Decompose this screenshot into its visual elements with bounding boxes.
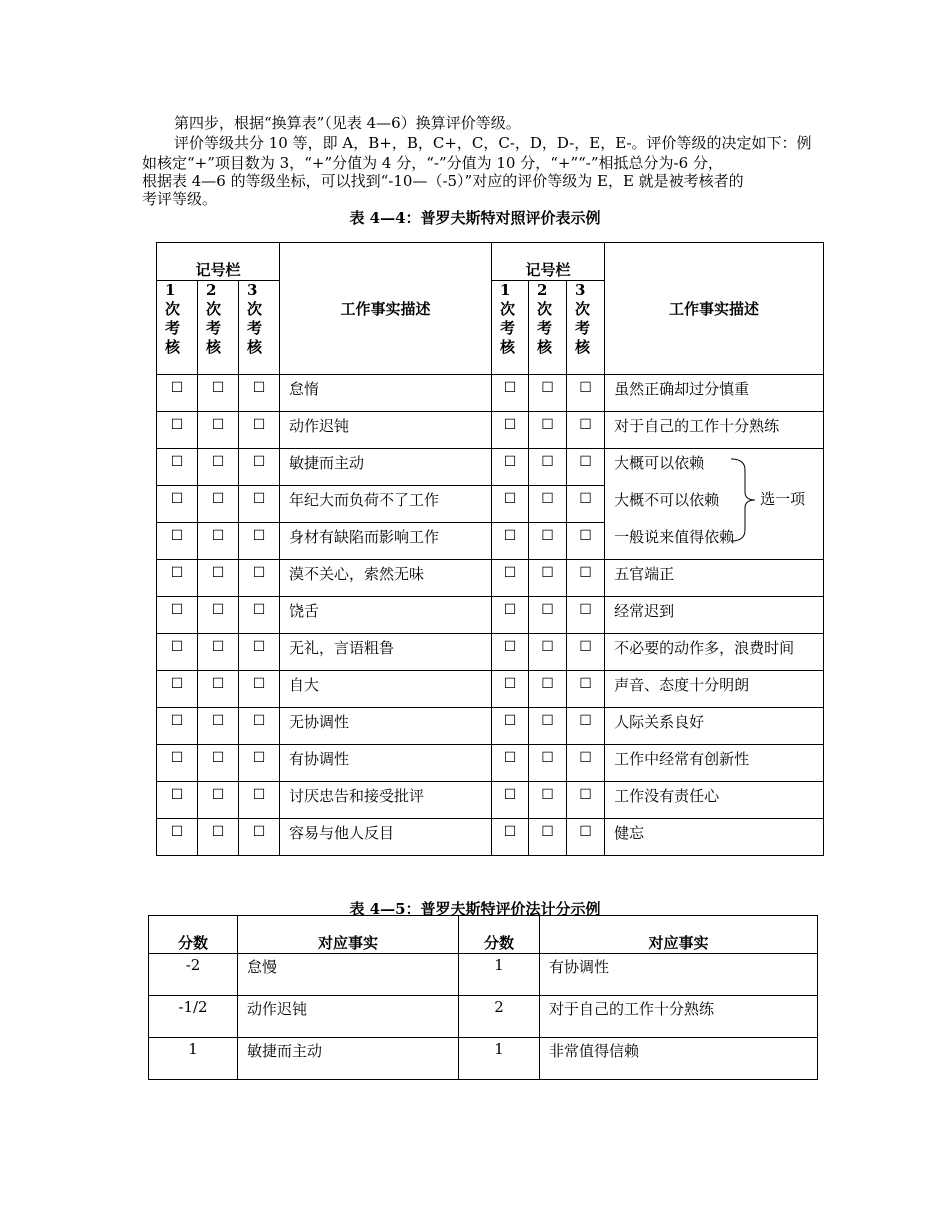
review-checkbox[interactable]: ☐ <box>157 375 198 412</box>
fact-description: 工作中经常有创新性 <box>605 745 824 782</box>
review-checkbox[interactable]: ☐ <box>239 745 280 782</box>
review-checkbox[interactable]: ☐ <box>567 486 605 523</box>
table-row <box>157 412 824 449</box>
fact-description: 工作没有责任心 <box>605 782 824 819</box>
col-header-2nd-left: 2 次 考 核 <box>198 281 239 375</box>
review-checkbox[interactable]: ☐ <box>492 819 529 856</box>
fact-description: 漠不关心，索然无味 <box>280 560 492 597</box>
intro-line-1: 第四步，根据“换算表”（见表 4—6）换算评价等级。 <box>174 114 521 132</box>
review-checkbox[interactable]: ☐ <box>492 523 529 560</box>
review-checkbox[interactable]: ☐ <box>567 523 605 560</box>
review-checkbox[interactable]: ☐ <box>157 708 198 745</box>
fact-description: 讨厌忠告和接受批评 <box>280 782 492 819</box>
review-checkbox[interactable]: ☐ <box>239 819 280 856</box>
fact-description: 无协调性 <box>280 708 492 745</box>
review-checkbox[interactable]: ☐ <box>198 486 239 523</box>
fact-description: 动作迟钝 <box>280 412 492 449</box>
review-checkbox[interactable]: ☐ <box>567 449 605 486</box>
intro-line-5: 考评等级。 <box>142 190 218 208</box>
intro-line-4: 根据表 4—6 的等级坐标，可以找到“-10—（-5）”对应的评价等级为 E，E 就是被考核者的 <box>142 172 744 190</box>
review-checkbox[interactable]: ☐ <box>239 560 280 597</box>
table-row <box>157 597 824 634</box>
fact-description: 无礼，言语粗鲁 <box>280 634 492 671</box>
review-checkbox[interactable]: ☐ <box>529 819 567 856</box>
review-checkbox[interactable]: ☐ <box>492 782 529 819</box>
review-checkbox[interactable]: ☐ <box>529 523 567 560</box>
review-checkbox[interactable]: ☐ <box>198 745 239 782</box>
fact-cell: 动作迟钝 <box>238 996 459 1038</box>
table-row <box>149 1038 818 1080</box>
review-checkbox[interactable]: ☐ <box>567 671 605 708</box>
fact-description: 虽然正确却过分慎重 <box>605 375 824 412</box>
fact-description: 身材有缺陷而影响工作 <box>280 523 492 560</box>
fact-description: 人际关系良好 <box>605 708 824 745</box>
fact-description: 自大 <box>280 671 492 708</box>
review-checkbox[interactable]: ☐ <box>157 597 198 634</box>
review-checkbox[interactable]: ☐ <box>529 671 567 708</box>
table-row <box>157 782 824 819</box>
review-checkbox[interactable]: ☐ <box>157 486 198 523</box>
table-row <box>149 954 818 996</box>
record-header-left: 记号栏 <box>157 243 280 281</box>
fact-description: 大概不可以依赖 <box>614 491 720 509</box>
fact-cell: 敏捷而主动 <box>238 1038 459 1080</box>
review-checkbox[interactable]: ☐ <box>198 449 239 486</box>
table-4-4-caption: 表 4—4：普罗夫斯特对照评价表示例 <box>349 209 601 227</box>
intro-line-2: 评价等级共分 10 等，即 A，B+，B，C+，C，C-，D，D-，E，E-。评价等级的决定如下：例 <box>174 134 812 152</box>
review-checkbox[interactable]: ☐ <box>157 671 198 708</box>
review-checkbox[interactable]: ☐ <box>198 782 239 819</box>
fact-description: 怠惰 <box>280 375 492 412</box>
score-cell: -1/2 <box>149 996 238 1038</box>
score-cell: 1 <box>149 1038 238 1080</box>
choose-one-label: 选一项 <box>760 490 806 508</box>
fact-description: 经常迟到 <box>605 597 824 634</box>
record-header-right: 记号栏 <box>492 243 605 281</box>
table-row <box>157 745 824 782</box>
choose-one-group <box>605 449 824 560</box>
review-checkbox[interactable]: ☐ <box>239 782 280 819</box>
review-checkbox[interactable]: ☐ <box>198 634 239 671</box>
review-checkbox[interactable]: ☐ <box>567 412 605 449</box>
review-checkbox[interactable]: ☐ <box>567 745 605 782</box>
table-row <box>149 996 818 1038</box>
fact-description: 敏捷而主动 <box>280 449 492 486</box>
table-row <box>157 375 824 412</box>
score-cell: 1 <box>459 1038 540 1080</box>
score-cell: 1 <box>459 954 540 996</box>
review-checkbox[interactable]: ☐ <box>198 671 239 708</box>
right-brace-icon <box>729 458 757 542</box>
review-checkbox[interactable]: ☐ <box>529 782 567 819</box>
fact-description: 一般说来值得依赖 <box>614 528 735 546</box>
fact-header-right: 对应事实 <box>540 916 818 954</box>
table-row <box>157 819 824 856</box>
fact-description: 五官端正 <box>605 560 824 597</box>
fact-cell: 有协调性 <box>540 954 818 996</box>
review-checkbox[interactable]: ☐ <box>157 819 198 856</box>
col-header-1st-left: 1 次 考 核 <box>157 281 198 375</box>
review-checkbox[interactable]: ☐ <box>239 634 280 671</box>
review-checkbox[interactable]: ☐ <box>492 560 529 597</box>
fact-cell: 非常值得信赖 <box>540 1038 818 1080</box>
table-row <box>157 708 824 745</box>
table-4-4 <box>156 242 824 856</box>
review-checkbox[interactable]: ☐ <box>567 819 605 856</box>
review-checkbox[interactable]: ☐ <box>198 708 239 745</box>
review-checkbox[interactable]: ☐ <box>529 375 567 412</box>
col-header-3rd-left: 3 次 考 核 <box>239 281 280 375</box>
review-checkbox[interactable]: ☐ <box>239 708 280 745</box>
fact-description: 年纪大而负荷不了工作 <box>280 486 492 523</box>
table-row <box>157 671 824 708</box>
review-checkbox[interactable]: ☐ <box>492 745 529 782</box>
fact-description: 健忘 <box>605 819 824 856</box>
review-checkbox[interactable]: ☐ <box>239 412 280 449</box>
fact-description: 容易与他人反目 <box>280 819 492 856</box>
review-checkbox[interactable]: ☐ <box>529 634 567 671</box>
review-checkbox[interactable]: ☐ <box>492 597 529 634</box>
review-checkbox[interactable]: ☐ <box>157 745 198 782</box>
review-checkbox[interactable]: ☐ <box>529 486 567 523</box>
table-4-5 <box>148 915 818 1080</box>
score-cell: 2 <box>459 996 540 1038</box>
review-checkbox[interactable]: ☐ <box>492 486 529 523</box>
col-header-1st-right: 1 次 考 核 <box>492 281 529 375</box>
review-checkbox[interactable]: ☐ <box>492 449 529 486</box>
review-checkbox[interactable]: ☐ <box>198 819 239 856</box>
review-checkbox[interactable]: ☐ <box>157 523 198 560</box>
table-row <box>157 560 824 597</box>
score-header-left: 分数 <box>149 916 238 954</box>
desc-header-right: 工作事实描述 <box>605 243 824 375</box>
review-checkbox[interactable]: ☐ <box>198 375 239 412</box>
review-checkbox[interactable]: ☐ <box>492 708 529 745</box>
review-checkbox[interactable]: ☐ <box>529 745 567 782</box>
review-checkbox[interactable]: ☐ <box>529 708 567 745</box>
review-checkbox[interactable]: ☐ <box>198 560 239 597</box>
fact-description: 不必要的动作多，浪费时间 <box>605 634 824 671</box>
intro-line-3: 如核定“+”项目数为 3，“+”分值为 4 分，“-”分值为 10 分，“+”“-”相抵总分为-6 分， <box>142 154 723 172</box>
review-checkbox[interactable]: ☐ <box>239 523 280 560</box>
review-checkbox[interactable]: ☐ <box>567 782 605 819</box>
review-checkbox[interactable]: ☐ <box>567 597 605 634</box>
fact-description: 对于自己的工作十分熟练 <box>605 412 824 449</box>
review-checkbox[interactable]: ☐ <box>157 782 198 819</box>
review-checkbox[interactable]: ☐ <box>239 375 280 412</box>
review-checkbox[interactable]: ☐ <box>492 671 529 708</box>
fact-header-left: 对应事实 <box>238 916 459 954</box>
review-checkbox[interactable]: ☐ <box>239 449 280 486</box>
fact-cell: 怠慢 <box>238 954 459 996</box>
review-checkbox[interactable]: ☐ <box>529 597 567 634</box>
fact-description: 饶舌 <box>280 597 492 634</box>
table-row <box>157 449 824 486</box>
review-checkbox[interactable]: ☐ <box>567 634 605 671</box>
review-checkbox[interactable]: ☐ <box>239 671 280 708</box>
table-4-5-caption: 表 4—5：普罗夫斯特评价法计分示例 <box>349 900 601 918</box>
review-checkbox[interactable]: ☐ <box>492 375 529 412</box>
review-checkbox[interactable]: ☐ <box>567 708 605 745</box>
review-checkbox[interactable]: ☐ <box>529 412 567 449</box>
review-checkbox[interactable]: ☐ <box>567 560 605 597</box>
score-cell: -2 <box>149 954 238 996</box>
review-checkbox[interactable]: ☐ <box>239 486 280 523</box>
fact-description: 声音、态度十分明朗 <box>605 671 824 708</box>
review-checkbox[interactable]: ☐ <box>239 597 280 634</box>
col-header-3rd-right: 3 次 考 核 <box>567 281 605 375</box>
review-checkbox[interactable]: ☐ <box>157 634 198 671</box>
fact-cell: 对于自己的工作十分熟练 <box>540 996 818 1038</box>
review-checkbox[interactable]: ☐ <box>198 523 239 560</box>
review-checkbox[interactable]: ☐ <box>198 412 239 449</box>
review-checkbox[interactable]: ☐ <box>492 634 529 671</box>
col-header-2nd-right: 2 次 考 核 <box>529 281 567 375</box>
review-checkbox[interactable]: ☐ <box>157 449 198 486</box>
review-checkbox[interactable]: ☐ <box>157 412 198 449</box>
review-checkbox[interactable]: ☐ <box>198 597 239 634</box>
review-checkbox[interactable]: ☐ <box>529 449 567 486</box>
review-checkbox[interactable]: ☐ <box>567 375 605 412</box>
fact-description: 大概可以依赖 <box>614 454 705 472</box>
score-header-right: 分数 <box>459 916 540 954</box>
table-row <box>157 634 824 671</box>
desc-header-left: 工作事实描述 <box>280 243 492 375</box>
review-checkbox[interactable]: ☐ <box>157 560 198 597</box>
review-checkbox[interactable]: ☐ <box>492 412 529 449</box>
review-checkbox[interactable]: ☐ <box>529 560 567 597</box>
fact-description: 有协调性 <box>280 745 492 782</box>
